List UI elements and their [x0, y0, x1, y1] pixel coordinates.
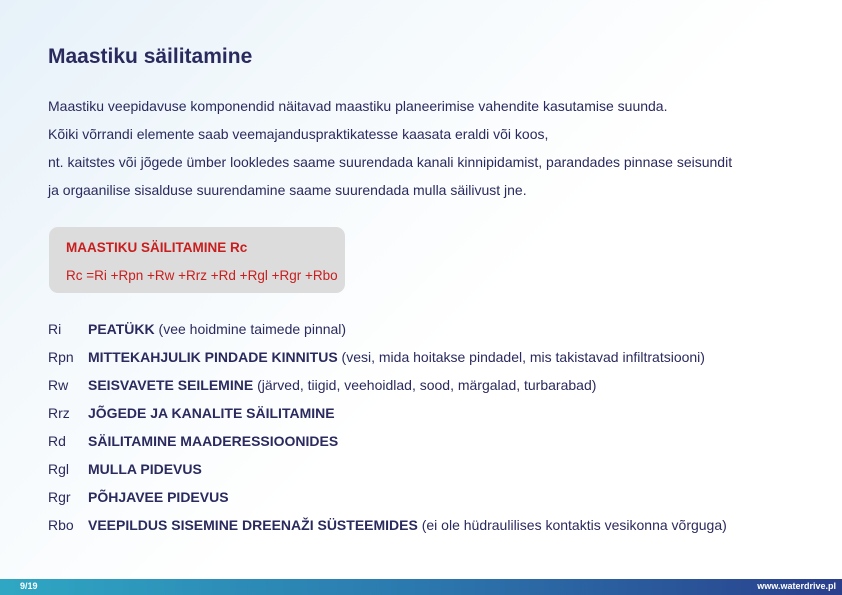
definition-code: Rd: [48, 433, 66, 449]
intro-paragraph: [48, 92, 808, 204]
definition-code: Rgl: [48, 461, 70, 477]
definition-row: [48, 427, 808, 455]
website-link[interactable]: www.waterdrive.pl: [757, 581, 836, 591]
intro-line: Kõiki võrrandi elemente saab veemajanduspraktikatesse kaasata eraldi või koos,: [48, 126, 549, 142]
formula-expression: Rc =Ri +Rpn +Rw +Rrz +Rd +Rgl +Rgr +Rbo: [66, 268, 338, 283]
definition-term: PÕHJAVEE PIDEVUS: [88, 489, 229, 505]
definition-code: Ri: [48, 321, 62, 337]
definition-desc: (ei ole hüdraulilises kontaktis vesikonna võrguga): [417, 517, 727, 533]
definition-code: Rbo: [48, 517, 74, 533]
definition-code: Rw: [48, 377, 69, 393]
intro-line: Maastiku veepidavuse komponendid näitavad maastiku planeerimise vahendite kasutamise suunda.: [48, 98, 668, 114]
definition-code: Rgr: [48, 489, 71, 505]
page-number: 9/19: [20, 581, 38, 591]
definition-code: Rrz: [48, 405, 70, 421]
formula-title: MAASTIKU SÄILITAMINE Rc: [66, 240, 248, 255]
definition-term: JÕGEDE JA KANALITE SÄILITAMINE: [88, 405, 335, 421]
definition-row: [48, 399, 808, 427]
formula-box: [49, 227, 345, 293]
definition-term: PEATÜKK: [88, 321, 155, 337]
definition-row: [48, 371, 808, 399]
definition-term: VEEPILDUS SISEMINE DREENAŽI SÜSTEEMIDES: [88, 517, 418, 533]
definition-term: MITTEKAHJULIK PINDADE KINNITUS: [88, 349, 338, 365]
intro-line: ja orgaanilise sisalduse suurendamine saame suurendada mulla säilivust jne.: [48, 182, 527, 198]
definition-desc: (vee hoidmine taimede pinnal): [154, 321, 347, 337]
definition-term: MULLA PIDEVUS: [88, 461, 202, 477]
definition-term: SEISVAVETE SEILEMINE: [88, 377, 254, 393]
definition-term: SÄILITAMINE MAADERESSIOONIDES: [88, 433, 339, 449]
definition-row: [48, 455, 808, 483]
definition-desc: (järved, tiigid, veehoidlad, sood, märgalad, turbarabad): [253, 377, 597, 393]
definition-row: [48, 483, 808, 511]
footer-bar: [0, 579, 842, 595]
definition-desc: (vesi, mida hoitakse pindadel, mis takistavad infiltratsiooni): [337, 349, 705, 365]
definition-row: [48, 343, 808, 371]
definition-row: [48, 511, 808, 539]
page-title: Maastiku säilitamine: [48, 45, 253, 68]
definitions-list: [48, 315, 808, 539]
definition-row: [48, 315, 808, 343]
definition-code: Rpn: [48, 349, 74, 365]
intro-line: nt. kaitstes või jõgede ümber lookledes saame suurendada kanali kinnipidamist, parandades pinnase seisundit: [48, 154, 733, 170]
